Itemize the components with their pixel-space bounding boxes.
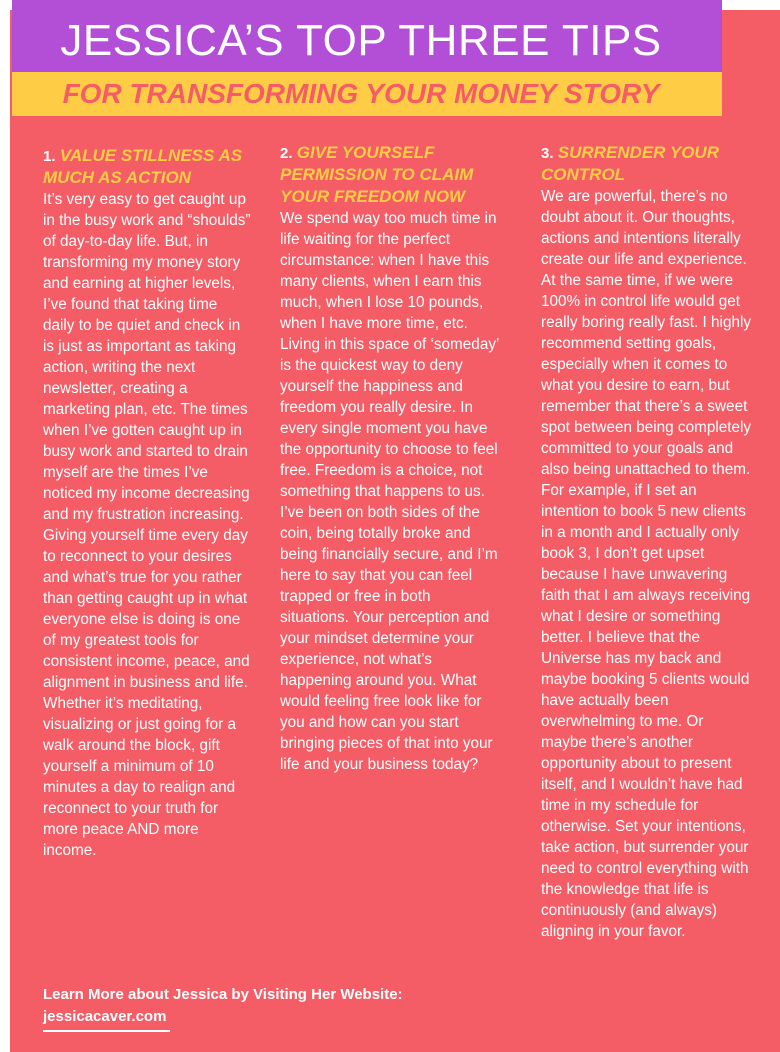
tip-column-3 xyxy=(541,142,753,942)
tip-number: 3. xyxy=(541,145,554,162)
tip-column-1 xyxy=(43,145,253,861)
tip-title: SURRENDER YOUR CONTROL xyxy=(541,143,719,184)
tip-heading xyxy=(43,145,253,189)
tip-number: 1. xyxy=(43,148,56,165)
tip-title: VALUE STILLNESS AS MUCH AS ACTION xyxy=(43,146,243,187)
website-link[interactable]: jessicacaver.com xyxy=(43,1006,170,1032)
tip-title: GIVE YOURSELF PERMISSION TO CLAIM YOUR FREEDOM NOW xyxy=(280,143,474,206)
tip-body: We spend way too much time in life waiting for the perfect circumstance: when I have this many clients, when I earn this much, when I lose 10 pounds, when I have more time, etc. Living in this space of ‘someday’ is the quickest way to deny yourself the happiness and freedom you really desire. In every single moment you have the opportunity to choose to feel free. Freedom is a choice, not something that happens to us. I’ve been on both sides of the coin, being totally broke and being financially secure, and I’m here to say that you can feel trapped or free in both situations. Your perception and your mindset determine your experience, not what’s happening around you. What would feeling free look like for you and how can you start bringing pieces of that into your life and your business today? xyxy=(280,210,499,773)
tip-number: 2. xyxy=(280,145,293,162)
footer xyxy=(43,984,503,1032)
tip-heading xyxy=(280,142,502,208)
tip-heading xyxy=(541,142,753,186)
tip-body: It’s very easy to get caught up in the busy work and “shoulds” of day-to-day life. But, in transforming my money story and earning at higher levels, I’ve found that taking time daily to be quiet and check in is just as important as taking action, writing the next newsletter, creating a marketing plan, etc. The times when I’ve gotten caught up in busy work and started to drain myself are the times I’ve noticed my income decreasing and my frustration increasing. Giving yourself time every day to reconnect to your desires and what’s true for you rather than getting caught up in what everyone else is doing is one of my greatest tools for consistent income, peace, and alignment in business and life. Whether it’s meditating, visualizing or just going for a walk around the block, gift yourself a minimum of 10 minutes a day to realign and reconnect to your truth for more peace AND more income. xyxy=(43,191,251,859)
page-title: JESSICA’S TOP THREE TIPS xyxy=(60,16,662,65)
tip-column-2 xyxy=(280,142,502,775)
tip-body: We are powerful, there’s no doubt about it. Our thoughts, actions and intentions literally create our life and experience. At the same time, if we were 100% in control life would get really boring really fast. I highly recommend setting goals, especially when it comes to what you desire to earn, but remember that there’s a sweet spot between being completely committed to your goals and also being unattached to them. For example, if I set an intention to book 5 new clients in a month and I actually only book 3, I don’t get upset because I have unwavering faith that I am always receiving what I desire or something better. I believe that the Universe has my back and maybe booking 5 clients would have actually been overwhelming to me. Or maybe there’s another opportunity about to present itself, and I wouldn’t have had time in my schedule for otherwise. Set your intentions, take action, but surrender your need to control everything with the knowledge that life is continuously (and always) aligning in your favor. xyxy=(541,188,752,940)
footer-text: Learn More about Jessica by Visiting Her Website: xyxy=(43,986,403,1003)
page-subtitle: FOR TRANSFORMING YOUR MONEY STORY xyxy=(62,78,660,109)
